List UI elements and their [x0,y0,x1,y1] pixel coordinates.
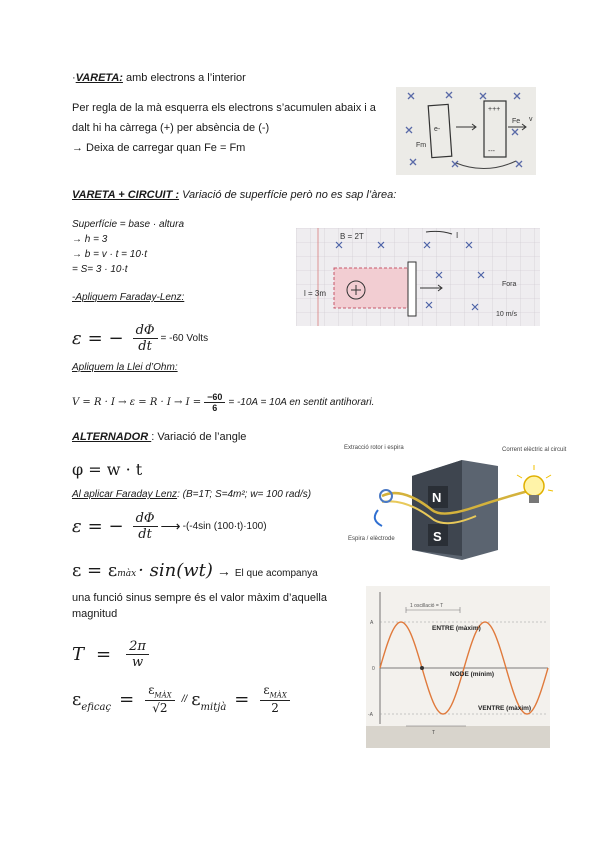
rod-field-sketch [396,87,536,175]
sketch2-speed: 10 m/s [496,311,518,318]
sketch1-v: v [529,116,533,123]
bulb-icon [524,476,544,496]
gen-label-top: Extracció rotor i espira [344,445,404,451]
sinus-line-2: magnitud [72,608,118,620]
faraday-params: : (B=1T; S=4m²; w= 100 rad/s) [177,489,312,500]
effective-mean-equation [72,676,293,722]
circuit-heading: VARETA + CIRCUIT : [72,189,180,201]
sketch2-current: I [456,231,459,240]
sketch2-length: l = 3m [304,289,327,298]
circuit-emf-equation [72,318,208,358]
area-shaded [334,268,410,308]
sketch2-field: B = 2T [340,232,364,241]
alt-emf-symbol: ε [72,515,82,537]
period-lhs: T [72,643,85,665]
vareta-heading: VARETA: [75,72,123,84]
arrow-icon: ⟶ [160,517,181,534]
alt-dt: dt [138,526,152,542]
alternador-heading-rest: : Variació de l’angle [151,431,247,443]
bullet: · [72,72,76,84]
sketch1-fe: Fe [512,118,521,125]
sine-tick-a: A [370,620,374,626]
sketch1-electron: e- [434,126,441,133]
rod-field-sketch-svg [396,87,536,175]
alternador-emf-equation [72,506,267,546]
ohm-fraction [204,392,225,413]
alt-emf-equals: = − [87,515,124,537]
emax-equation [72,560,318,581]
sine-axis-t: T [432,730,436,736]
gen-label-bottom: Espira / elèctrode [348,536,395,542]
circuit-line-1: Superfície = base · altura [72,219,185,230]
ef-num-sub: MÀX [154,691,172,700]
faraday-line [72,489,311,500]
emax-rest: · sin(wt) [138,560,213,581]
mit-fraction [260,683,289,714]
circuit-heading-rest: Variació de superfície però no es sap l’àrea: [179,189,397,201]
sine-label-ventre-top: ENTRE (màxim) [432,625,481,632]
faraday-label: Al aplicar Faraday Lenz [72,489,178,500]
dphi-dt-fraction [133,323,158,354]
emax-sub: màx [117,569,137,579]
ohm-num: −60 [204,392,225,403]
ef-num-eps: ε [148,683,155,698]
ohm-result: = -10A = 10A en sentit antihorari. [228,396,375,408]
ohm-equation [72,386,374,418]
sine-label-node: NODE (mínim) [450,671,495,678]
circuit-heading-line [72,189,396,201]
sketch2-fora: Fora [502,281,517,288]
period-equals: = [96,643,112,665]
circuit-line-2: → h = 3 [72,234,108,245]
ef-sub: eficaç [81,701,112,713]
sketch1-fm: Fm [416,142,427,149]
alt-emf-result: -(-4sin (100·t)·100) [182,520,267,532]
sine-node-point [420,666,424,670]
sine-chart [366,586,550,748]
period-fraction [126,639,149,670]
sketch1-minus: --- [488,148,495,155]
emax-lhs: ε = ε [72,560,118,581]
dt: dt [138,338,152,354]
vareta-heading-rest: amb electrons a l’interior [122,72,246,84]
emax-text: El que acompanya [234,568,318,579]
circuit-sketch [296,228,540,326]
vareta-para-2: dalt hi ha càrrega (+) per absència de (-) [72,122,270,134]
mit-den: 2 [271,700,279,715]
circuit-line-5: -Apliquem Faraday-Lenz: [72,292,185,303]
ohm-den: 6 [212,402,218,413]
ef-num [145,683,174,700]
circuit-line-3: → b = v · t = 10·t [72,249,148,260]
ef-fraction [145,683,174,714]
mit-equals: = [234,688,250,710]
pole-n: N [432,490,442,505]
emf-result: = -60 Volts [160,332,209,344]
alternador-heading-line [72,431,246,443]
ef-lhs: ε [72,688,82,710]
ohm-label: Apliquem la Llei d’Ohm: [72,362,178,373]
sinus-line-1: una funció sinus sempre és el valor màxim d’aquella [72,592,327,604]
alt-dphi: dΦ [133,511,158,527]
dphi: dΦ [133,323,158,339]
emf-equals: = − [87,327,124,349]
arrow-icon-2: → [216,563,231,579]
sketch1-plus: +++ [488,106,501,113]
sine-label-ventre-bottom: VENTRE (màxim) [478,705,532,712]
mit-num-sub: MÀX [269,691,287,700]
ohm-equation-left: V = R · I → ε = R · I → I = [72,396,202,408]
mit-num [260,683,289,700]
mit-sub: mitjà [200,701,227,713]
ef-den: √2 [152,700,168,715]
emf-symbol: ε [72,327,82,349]
ef-equals: = [119,688,135,710]
period-num: 2π [126,639,149,655]
circuit-line-4: = S= 3 · 10·t [72,264,128,275]
sine-period-label: 1 oscillació = T [410,603,444,609]
phi-equation: φ = w · t [72,460,143,479]
sine-tick-0: 0 [372,666,375,672]
alt-dphi-dt-fraction [133,511,158,542]
gen-label-right: Corrent elèctric al circuit [502,447,567,453]
generator-svg [342,440,567,580]
vareta-heading-line [72,72,246,84]
period-den: w [131,654,144,670]
alternador-heading: ALTERNADOR [72,431,152,443]
separator: // [181,693,188,705]
mit-lhs: ε [191,688,201,710]
vareta-para-3: → Deixa de carregar quan Fe = Fm [72,142,246,154]
pole-s: S [433,529,442,544]
generator-illustration [342,440,567,580]
period-equation [72,634,152,674]
sine-chart-svg [366,586,550,748]
circuit-sketch-svg [296,228,540,326]
sliding-rod [408,262,416,316]
mit-num-eps: ε [263,683,270,698]
sine-tick-minus-a: -A [368,712,373,718]
vareta-para-1: Per regla de la mà esquerra els electrons s’acumulen abaix i a [72,102,376,114]
